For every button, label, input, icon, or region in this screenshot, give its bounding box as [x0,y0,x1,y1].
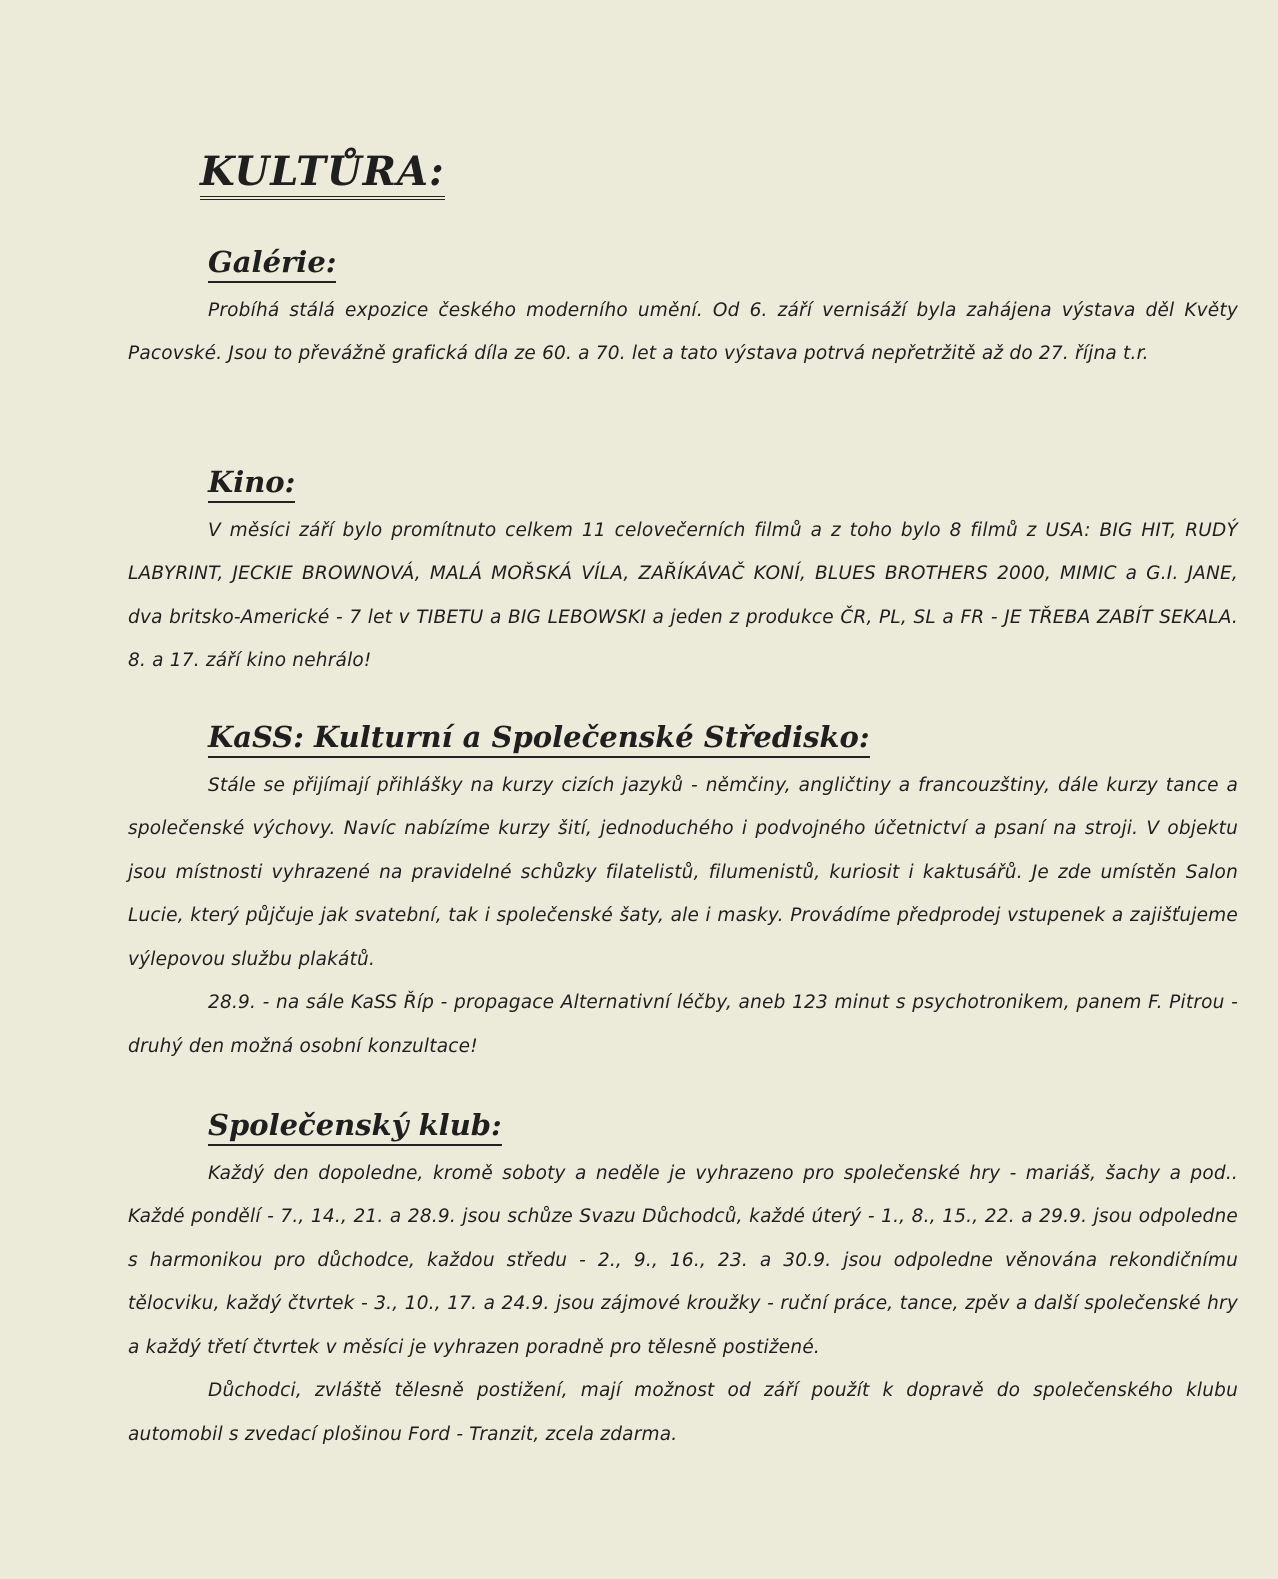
kass-paragraph: Stále se přijímají přihlášky na kurzy cizích jazyků - němčiny, angličtiny a francouzštiny, dále kurzy tance a společenské výchovy. Navíc nabízíme kurzy šití, jednoduchého i podvojného účetnictví a psaní na stroji. V objektu jsou místnosti vyhrazené na pravidelné schůzky filatelistů, filumenistů, kuriosit i kaktusářů. Je zde umístěn Salon Lucie, který půjčuje jak svatební, tak i společenské šaty, ale i masky. Provádíme předprodej vstupenek a zajišťujeme výlepovou službu plakátů. [128,774,1238,970]
section-spolecensky-klub [128,1108,1238,1456]
section-heading-kino: Kino: [208,465,295,503]
section-heading-spolecensky-klub: Společenský klub: [208,1108,502,1146]
section-heading-kass: KaSS: Kulturní a Společenské Středisko: [208,720,870,758]
klub-schedule-paragraph: Každý den dopoledne, kromě soboty a neděle je vyhrazeno pro společenské hry - mariáš, šachy a pod.. Každé pondělí - 7., 14., 21. a 28.9. jsou schůze Svazu Důchodců, každé úterý - 1., 8., 15., 22. a 29.9. jsou odpoledne s harmonikou pro důchodce, každou středu - 2., 9., 16., 23. a 30.9. jsou odpoledne věnována rekondičnímu tělocviku, každý čtvrtek - 3., 10., 17. a 24.9. jsou zájmové kroužky - ruční práce, tance, zpěv a další společenské hry a každý třetí čtvrtek v měsíci je vyhrazen poradně pro tělesně postižené. [128,1162,1238,1358]
section-kino [128,465,1238,683]
section-kass [128,720,1238,1068]
klub-transport-paragraph: Důchodci, zvláště tělesně postižení, mají možnost od září použít k dopravě do společenského klubu automobil s zvedací plošinou Ford - Tranzit, zcela zdarma. [128,1380,1238,1445]
section-heading-galerie: Galérie: [208,245,336,283]
page-title: KULTŮRA: [200,150,445,200]
kino-paragraph: V měsíci září bylo promítnuto celkem 11 celovečerních filmů a z toho bylo 8 filmů z USA: BIG HIT, RUDÝ LABYRINT, JECKIE BROWNOVÁ, MALÁ MOŘSKÁ VÍLA, ZAŘÍKÁVAČ KONÍ, BLUES BROTHERS 2000, MIMIC a G.I. JANE, dva britsko-Americké - 7 let v TIBETU a BIG LEBOWSKI a jeden z produkce ČR, PL, SL a FR - JE TŘEBA ZABÍT SEKALA. 8. a 17. září kino nehrálo! [128,519,1238,672]
kass-event-paragraph: 28.9. - na sále KaSS Říp - propagace Alternativní léčby, aneb 123 minut s psychotronikem, panem F. Pitrou - druhý den možná osobní konzultace! [128,992,1238,1057]
galerie-paragraph: Probíhá stálá expozice českého moderního umění. Od 6. září vernisáží byla zahájena výstava děl Květy Pacovské. Jsou to převážně grafická díla ze 60. a 70. let a tato výstava potrvá nepřetržitě až do 27. října t.r. [128,299,1238,365]
section-galerie [128,245,1238,376]
